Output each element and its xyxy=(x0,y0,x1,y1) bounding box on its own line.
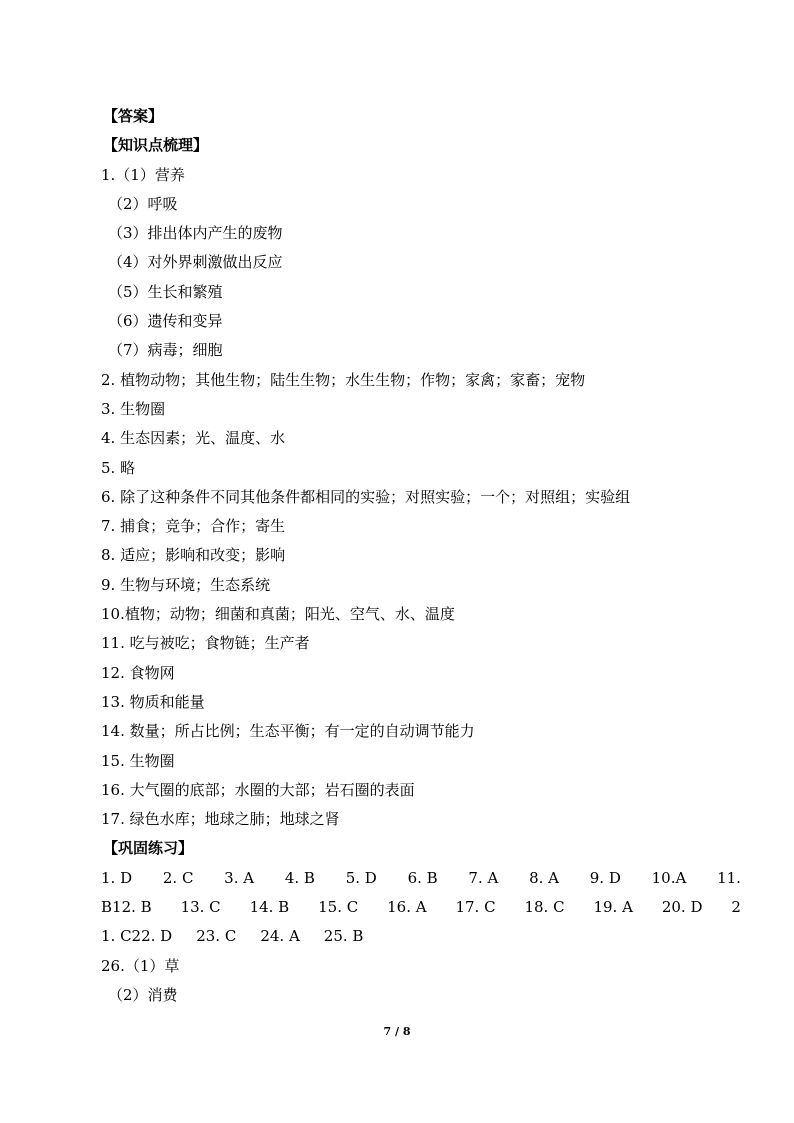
answer-item: B12. B xyxy=(101,898,152,917)
knowledge-item: 3. 生物圈 xyxy=(101,399,166,418)
section-heading-answers: 【答案】 xyxy=(103,107,164,125)
knowledge-item: （5）生长和繁殖 xyxy=(108,282,223,301)
knowledge-item: 1.（1）营养 xyxy=(101,165,185,184)
knowledge-item: 5. 略 xyxy=(101,458,136,477)
knowledge-item: （6）遗传和变异 xyxy=(108,312,223,331)
answer-item: 23. C xyxy=(196,927,237,946)
answer-item: 3. A xyxy=(224,868,255,887)
answer-item: 14. B xyxy=(249,898,290,917)
knowledge-item: 17. 绿色水库；地球之肺；地球之肾 xyxy=(101,810,340,829)
knowledge-item: 9. 生物与环境；生态系统 xyxy=(101,575,271,594)
document-body xyxy=(101,102,741,1010)
knowledge-item: （2）呼吸 xyxy=(108,194,178,213)
answer-item: 2. C xyxy=(162,868,194,887)
knowledge-item: 13. 物质和能量 xyxy=(101,692,205,711)
knowledge-item: 4. 生态因素；光、温度、水 xyxy=(101,429,286,448)
answer-item: 9. D xyxy=(589,868,621,887)
section-heading-knowledge: 【知识点梳理】 xyxy=(103,136,209,155)
knowledge-item: 14. 数量；所占比例；生态平衡；有一定的自动调节能力 xyxy=(101,722,475,741)
answer-item: 24. A xyxy=(260,927,300,946)
answer-row-2 xyxy=(101,893,741,922)
knowledge-item: 2. 植物动物；其他生物；陆生生物；水生生物；作物；家禽；家畜；宠物 xyxy=(101,370,586,389)
knowledge-item: 8. 适应；影响和改变；影响 xyxy=(101,546,286,565)
knowledge-item: 11. 吃与被吃；食物链；生产者 xyxy=(101,634,310,653)
answer-item: 4. B xyxy=(284,868,315,887)
question-26-part-2: （2）消费 xyxy=(108,985,178,1004)
question-26: 26.（1）草 xyxy=(101,956,180,975)
knowledge-item: 16. 大气圈的底部；水圈的大部；岩石圈的表面 xyxy=(101,780,415,799)
knowledge-item: （7）病毒；细胞 xyxy=(108,341,223,360)
knowledge-item: 10.植物；动物；细菌和真菌；阳光、空气、水、温度 xyxy=(101,605,455,624)
answer-item: 20. D xyxy=(661,898,703,917)
answer-item: 19. A xyxy=(593,898,633,917)
answer-item: 25. B xyxy=(323,927,364,946)
answer-item: 10.A xyxy=(651,868,687,887)
knowledge-item: 15. 生物圈 xyxy=(101,751,175,770)
answer-row-1 xyxy=(101,864,741,893)
answer-row-3 xyxy=(101,922,741,951)
answer-item: 5. D xyxy=(345,868,377,887)
answer-item: 1. C22. D xyxy=(101,927,173,946)
answer-item: 17. C xyxy=(455,898,496,917)
knowledge-item: 12. 食物网 xyxy=(101,663,175,682)
answer-item: 11. xyxy=(717,868,741,887)
page-number: 7 / 8 xyxy=(383,1025,411,1038)
answer-item: 13. C xyxy=(180,898,221,917)
section-heading-practice: 【巩固练习】 xyxy=(103,839,194,858)
knowledge-item: （3）排出体内产生的废物 xyxy=(108,224,283,243)
knowledge-item: 7. 捕食；竞争；合作；寄生 xyxy=(101,517,286,536)
answer-item: 8. A xyxy=(529,868,560,887)
answer-item: 15. C xyxy=(318,898,359,917)
answer-item: 1. D xyxy=(101,868,133,887)
answer-item: 18. C xyxy=(524,898,565,917)
answer-item: 2 xyxy=(731,898,741,917)
knowledge-item: （4）对外界刺激做出反应 xyxy=(108,253,283,272)
knowledge-item: 6. 除了这种条件不同其他条件都相同的实验；对照实验；一个；对照组；实验组 xyxy=(101,487,631,506)
answer-item: 6. B xyxy=(407,868,438,887)
answer-item: 7. A xyxy=(468,868,499,887)
answer-item: 16. A xyxy=(387,898,427,917)
